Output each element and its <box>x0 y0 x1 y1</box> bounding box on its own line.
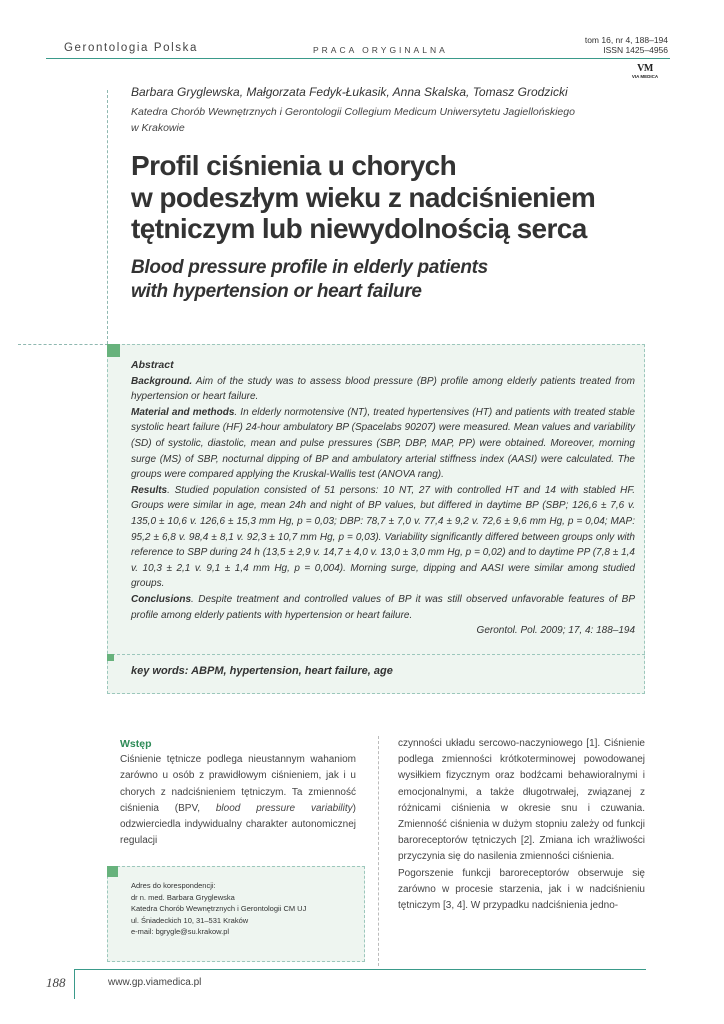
authors: Barbara Gryglewska, Małgorzata Fedyk-Łukasik, Anna Skalska, Tomasz Grodzicki <box>131 85 568 99</box>
title-line-2: w podeszłym wieku z nadciśnieniem <box>131 181 596 213</box>
correspondence-text <box>131 880 361 938</box>
abstract-conclusions <box>131 592 635 623</box>
vertical-guide-line <box>107 90 108 344</box>
right-paragraph-2: Pogorszenie funkcji baroreceptorów obserwuje się zarówno w procesie starzenia, jak i w nadciśnieniu tętniczym [3, 4]. W przypadku nadciśnienia jedno- <box>398 867 645 912</box>
article-subtitle <box>131 256 651 304</box>
background-text: Aim of the study was to assess blood pressure (BP) profile among elderly patients treated from hypertension or heart failure. <box>131 375 635 403</box>
logo-text: VIA MEDICA <box>631 74 659 79</box>
column-separator <box>378 736 379 966</box>
results-text: . Studied population consisted of 51 persons: 10 NT, 27 with controlled HT and 14 with stabled HF. Groups were similar in age, mean 24h and night of BP values, but differed in daytime BP (SBP; 126,6 ± 7,6 v. 135,0 ± 10,6 v. 126,6 ± 15,3 mm Hg, p = 0,03; DBP: 78,7 ± 7,0 v. 77,4 ± 9,2 v. 72,6 ± 9,6 mm Hg, p = 0,04; MAP: 95,2 ± 6,8 v. 98,4 ± 8,1 v. 92,3 ± 10,7 mm Hg, p = 0,03). Variability significantly differed between groups only with reference to SBP during 24 h (13,5 ± 2,9 v. 14,7 ± 4,0 v. 13,0 ± 3,0 mm Hg, p = 0,02) and to daytime PP (7,8 ± 1,4 v. 10,3 ± 2,1 v. 9,1 ± 1,4 mm Hg, p = 0,004). Morning surge, dipping and AASI were similar among studied groups. <box>131 484 635 590</box>
volume-info <box>585 35 668 55</box>
affiliation-line-1: Katedra Chorób Wewnętrznych i Gerontologii Collegium Medicum Uniwersytetu Jagiellońskiego <box>131 106 575 118</box>
affiliation-line-2: w Krakowie <box>131 122 185 134</box>
footer-url[interactable]: www.gp.viamedica.pl <box>108 977 202 988</box>
header-rule <box>46 58 670 59</box>
intro-heading: Wstęp <box>120 738 152 750</box>
journal-name: Gerontologia Polska <box>64 42 198 54</box>
abstract-heading: Abstract <box>131 359 174 371</box>
logo-mark: VM <box>637 63 653 74</box>
affiliation <box>131 104 651 136</box>
correspondence-line-4: ul. Śniadeckich 10, 31–531 Kraków <box>131 915 249 925</box>
keywords-marker <box>107 654 114 661</box>
title-line-1: Profil ciśnienia u chorych <box>131 150 457 181</box>
subtitle-line-1: Blood pressure profile in elderly patients <box>131 257 488 278</box>
correspondence-line-2: dr n. med. Barbara Gryglewska <box>131 892 235 902</box>
page-number: 188 <box>46 975 66 990</box>
body-right-column <box>398 736 645 914</box>
right-paragraph-1: czynności układu sercowo-naczyniowego [1]. Ciśnienie podlega zmienności krótkoterminowej powodowanej wysiłkiem fizycznym oraz bodźcami behawioralnymi i emocjonalnymi, a także długotrwałej, związanej z różnicami ciśnienia w okresie snu i czuwania. Zmienność ciśnienia w dużym stopniu zależy od funkcji baroreceptorów tętniczych [2]. Zmiana ich wrażliwości przyczynia się do nasilenia zmienności ciśnienia. <box>398 738 645 863</box>
abstract-marker <box>107 344 120 357</box>
subtitle-line-2: with hypertension or heart failure <box>131 281 422 302</box>
background-label: Background. <box>131 375 193 387</box>
abstract-methods <box>131 405 635 483</box>
intro-text-em: blood pressure variability <box>215 802 353 814</box>
volume-line: tom 16, nr 4, 188–194 <box>584 35 668 45</box>
abstract-results <box>131 483 635 592</box>
results-label: Results <box>131 484 168 496</box>
conclusions-label: Conclusions <box>131 593 192 605</box>
intro-text-a: Ciśnienie tętnicze podlega nieustannym wahaniom zarówno u osób z prawidłowym ciśnieniem, jak i u chorych z nadciśnieniem tętniczym. Ta zmienność ciśnienia (BPV, <box>120 754 356 814</box>
section-label: PRACA ORYGINALNA <box>313 45 448 55</box>
horizontal-guide-line <box>18 344 108 345</box>
methods-label: Material and methods <box>131 406 235 418</box>
correspondence-email[interactable]: e-mail: bgrygle@su.krakow.pl <box>131 927 230 936</box>
intro-text-b: ) odzwierciedla indywidualny charakter autonomicznej regulacji <box>120 802 356 847</box>
methods-text: . In elderly normotensive (NT), treated hypertensives (HT) and patients with treated stable systolic heart failure (HF) 24-hour ambulatory BP (Spacelabs 90207) were measured. Mean values and variability (SD) of systolic, diastolic, mean and pulse pressures (SBP, DBP, MAP, PP) were obtained. Moreover, morning surge (MS) of SBP, nocturnal dipping of BP and ambulatory arterial stiffness index (AASI) were calculated. The groups were compared applying the Kruskal-Wallis test (ANOVA rang). <box>131 406 635 481</box>
title-line-3: tętniczym lub niewydolnością serca <box>131 213 587 244</box>
issn-line: ISSN 1425–4956 <box>603 45 668 55</box>
publisher-logo <box>620 64 670 80</box>
keywords-divider <box>107 654 645 655</box>
abstract-content <box>131 358 635 639</box>
intro-paragraph <box>120 752 356 849</box>
footer-rule <box>74 969 646 970</box>
citation: Gerontol. Pol. 2009; 17, 4: 188–194 <box>476 625 635 637</box>
article-title <box>131 150 671 245</box>
body-left-column <box>120 736 356 849</box>
correspondence-marker <box>107 866 118 877</box>
correspondence-line-1: Adres do korespondencji: <box>131 881 216 890</box>
correspondence-line-3: Katedra Chorób Wewnętrznych i Gerontologii CM UJ <box>131 904 307 913</box>
keywords: key words: ABPM, hypertension, heart failure, age <box>131 665 393 677</box>
conclusions-text: . Despite treatment and controlled values of BP it was still observed unfavorable features of BP profile among elderly patients with hypertension or heart failure. <box>131 593 635 621</box>
abstract-background <box>131 374 635 405</box>
footer-vertical-rule <box>74 969 75 999</box>
